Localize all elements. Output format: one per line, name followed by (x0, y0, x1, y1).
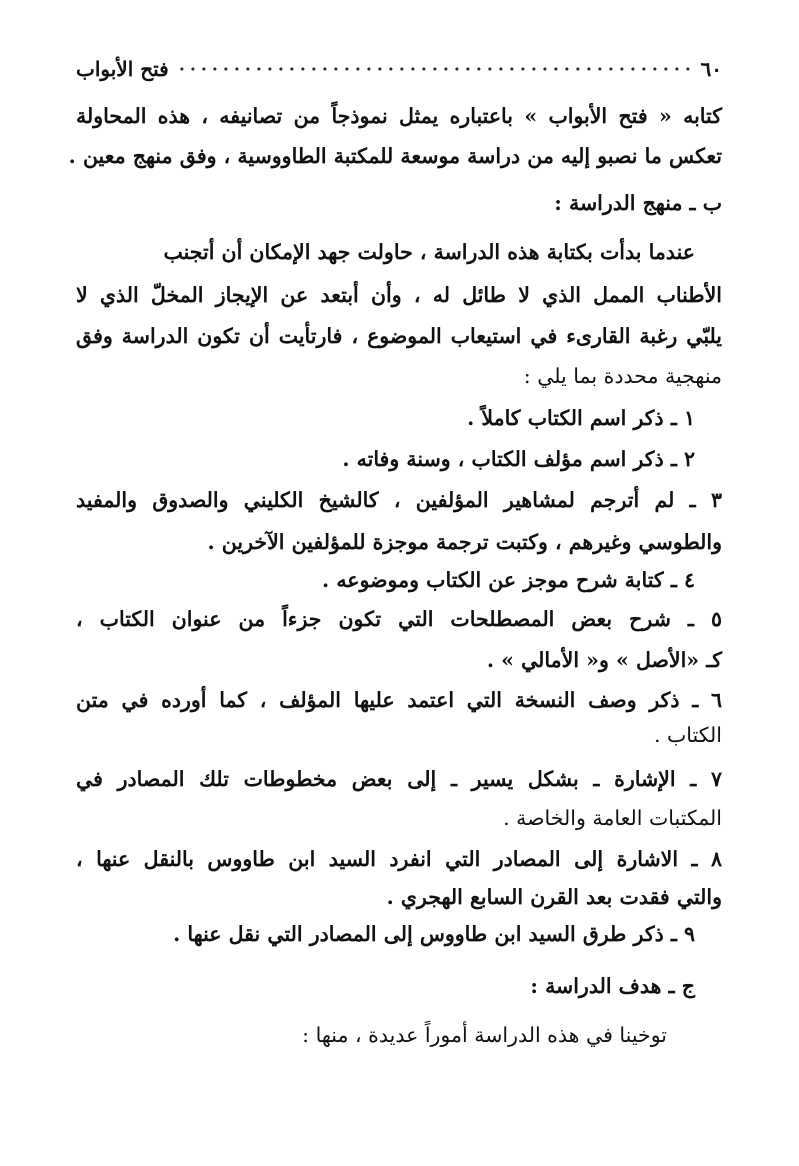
list-item: ٦ ـ ذكر وصف النسخة التي اعتمد عليها المؤلف ، كما أورده في متن (76, 688, 722, 712)
text-line: والتي فقدت بعد القرن السابع الهجري . (386, 885, 722, 909)
text-line: تعكس ما نصبو إليه من دراسة موسعة للمكتبة الطاووسية ، وفق منهج معين . (68, 144, 722, 168)
text-line: توخينا في هذه الدراسة أموراً عديدة ، منها : (302, 1023, 667, 1047)
text-line: الكتاب . (653, 723, 722, 747)
list-item: ٩ ـ ذكر طرق السيد ابن طاووس إلى المصادر التي نقل عنها . (173, 922, 695, 946)
running-header (76, 54, 722, 84)
list-item: ٥ ـ شرح بعض المصطلحات التي تكون جزءاً من عنوان الكتاب ، (76, 607, 722, 631)
section-heading-goal: ج ـ هدف الدراسة : (530, 974, 695, 998)
text-line: عندما بدأت بكتابة هذه الدراسة ، حاولت جهد الإمكان أن أتجنب (163, 240, 695, 264)
text-line: كتابه « فتح الأبواب » باعتباره يمثل نموذجاً من تصانيفه ، هذه المحاولة (76, 104, 722, 128)
running-title: فتح الأبواب (76, 57, 169, 81)
page-number: ٦٠ (700, 57, 722, 81)
text-line: الأطناب الممل الذي لا طائل له ، وأن أبتعد عن الإيجاز المخلّ الذي لا (76, 283, 722, 307)
text-line: يلبّي رغبة القارىء في استيعاب الموضوع ، فارتأيت أن تكون الدراسة وفق (76, 324, 722, 348)
list-item: ٧ ـ الإشارة ـ بشكل يسير ـ إلى بعض مخطوطات تلك المصادر في (76, 767, 722, 791)
list-item: ٨ ـ الاشارة إلى المصادر التي انفرد السيد ابن طاووس بالنقل عنها ، (76, 847, 722, 871)
list-item: ١ ـ ذكر اسم الكتاب كاملاً . (467, 406, 695, 430)
text-line: والطوسي وغيرهم ، وكتبت ترجمة موجزة للمؤلفين الآخرين . (207, 530, 722, 554)
list-item: ٢ ـ ذكر اسم مؤلف الكتاب ، وسنة وفاته . (342, 447, 695, 471)
text-line: منهجية محددة بما يلي : (523, 364, 722, 388)
text-line: كـ «الأصل » و« الأمالي » . (486, 648, 722, 672)
list-item: ٤ ـ كتابة شرح موجز عن الكتاب وموضوعه . (322, 568, 695, 592)
header-dot-leader (179, 63, 691, 75)
text-line: المكتبات العامة والخاصة . (503, 806, 722, 830)
section-heading-method: ب ـ منهج الدراسة : (554, 191, 722, 215)
list-item: ٣ ـ لم أترجم لمشاهير المؤلفين ، كالشيخ الكليني والصدوق والمفيد (76, 488, 722, 512)
